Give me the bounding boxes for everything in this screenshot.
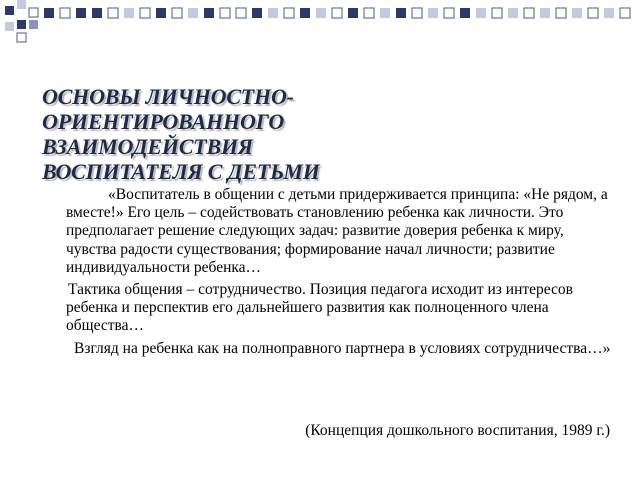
quote-paragraph-2: Тактика общения – сотрудничество. Позиция педагога исходит из интересов ребенка и перспектив его дальнейшего развития как полноценного члена общества… xyxy=(66,281,573,335)
citation-source: (Концепция дошкольного воспитания, 1989 г.) xyxy=(305,422,610,439)
title-line: ОСНОВЫ ЛИЧНОСТНО- xyxy=(42,84,294,109)
deco-square xyxy=(17,0,26,9)
title-line: ВЗАИМОДЕЙСТВИЯ xyxy=(42,134,253,159)
slide-title xyxy=(42,84,382,184)
deco-square xyxy=(17,33,26,42)
deco-square xyxy=(29,20,38,29)
deco-square xyxy=(29,8,38,17)
quote-paragraph-3: Взгляд на ребенка как на полноправного партнера в условиях сотрудничества…» xyxy=(74,339,611,357)
decorative-squares-banner xyxy=(0,0,640,44)
quote-paragraph-1: «Воспитатель в общении с детьми придерживается принципа: «Не рядом, а вместе!» Его цель – содействовать становлению ребенка как личности. Это предполагает решение следующих задач: развитие доверия ребенка к миру, чувства радости существования; формирование начал личности; развитие индивидуальности ребенка… xyxy=(66,186,608,276)
title-line: ВОСПИТАТЕЛЯ С ДЕТЬМИ xyxy=(42,159,320,184)
title-line: ОРИЕНТИРОВАННОГО xyxy=(42,109,285,134)
deco-square xyxy=(17,20,26,29)
deco-square-row xyxy=(44,8,630,18)
deco-square xyxy=(5,6,14,15)
deco-square xyxy=(5,22,14,31)
slide-body xyxy=(56,186,616,358)
